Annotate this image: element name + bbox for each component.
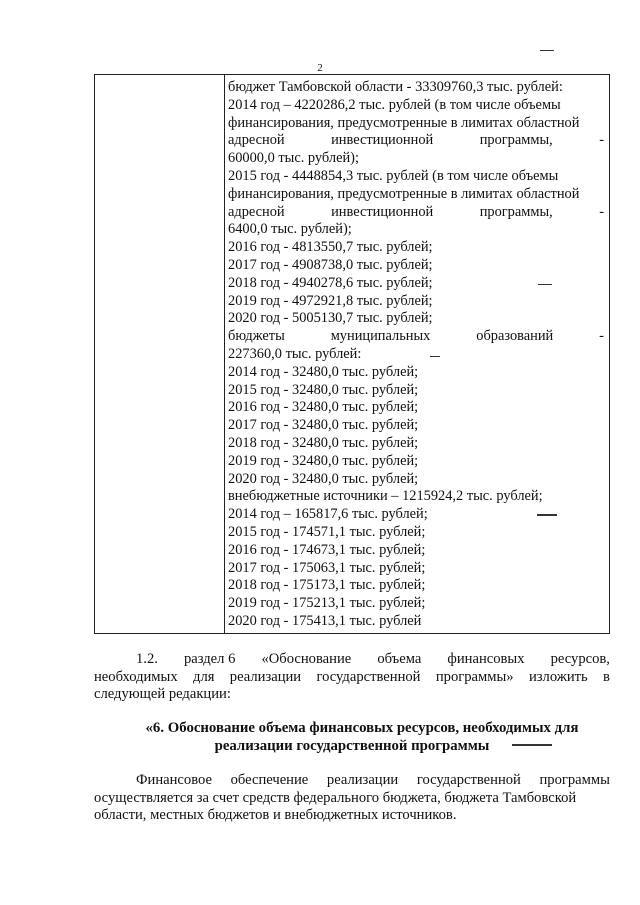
passport-table <box>94 74 610 634</box>
table-line: 60000,0 тыс. рублей); <box>228 150 359 167</box>
table-word: адресной <box>228 132 285 149</box>
table-line: 2014 год – 165817,6 тыс. рублей; <box>228 506 428 523</box>
item-word: раздел 6 <box>183 651 236 667</box>
body-paragraph-line-2: осуществляется за счет средств федерального бюджета, бюджета Тамбовской <box>94 789 577 806</box>
body-word: обеспечение <box>230 772 309 788</box>
item-word: изложить <box>528 668 588 685</box>
item-word: объема <box>377 651 422 667</box>
table-line: 2016 год - 4813550,7 тыс. рублей; <box>228 239 433 256</box>
table-line: 2018 год - 175173,1 тыс. рублей; <box>228 577 426 594</box>
body-word: реализации <box>326 772 399 788</box>
table-line: 2018 год - 32480,0 тыс. рублей; <box>228 434 419 451</box>
item-word: необходимых <box>94 668 178 685</box>
table-line: 6400,0 тыс. рублей); <box>228 221 352 238</box>
item-1-2-line-2 <box>94 669 610 687</box>
pen-mark <box>540 50 554 51</box>
item-word: 1.2. <box>136 651 158 667</box>
item-word: программы» <box>435 668 514 685</box>
body-paragraph-line-1 <box>94 772 610 790</box>
table-word: программы, <box>479 203 553 220</box>
table-line: 2015 год - 174571,1 тыс. рублей; <box>228 523 426 540</box>
body-word: государственной <box>416 772 521 788</box>
item-word: «Обоснование <box>261 651 352 667</box>
table-word: образований <box>476 328 554 345</box>
table-line: 2018 год - 4940278,6 тыс. рублей; <box>228 274 433 291</box>
section-6-heading-line-2: реализации государственной программы <box>214 738 490 754</box>
item-word: финансовых <box>447 651 525 667</box>
table-word: бюджеты <box>228 328 285 345</box>
table-line <box>228 328 604 346</box>
body-paragraph-line-3: области, местных бюджетов и внебюджетных источников. <box>94 807 457 823</box>
body-word: программы <box>539 772 610 788</box>
item-word: ресурсов, <box>550 651 610 667</box>
table-line: 227360,0 тыс. рублей: <box>228 345 362 362</box>
item-word: реализации <box>229 668 302 685</box>
table-line: 2014 год - 32480,0 тыс. рублей; <box>228 363 419 380</box>
table-line: 2016 год - 32480,0 тыс. рублей; <box>228 399 419 416</box>
table-word: инвестиционной <box>331 203 434 220</box>
table-word: программы, <box>479 132 553 149</box>
body-word: Финансовое <box>136 772 212 788</box>
table-line: 2014 год – 4220286,2 тыс. рублей (в том числе объемы <box>228 96 561 113</box>
item-1-2-line-3: следующей редакции: <box>94 686 231 702</box>
table-line: 2017 год - 4908738,0 тыс. рублей; <box>228 256 433 273</box>
table-word: - <box>599 132 604 149</box>
table-line: 2017 год - 175063,1 тыс. рублей; <box>228 559 426 576</box>
table-line <box>228 204 604 222</box>
table-word: - <box>599 328 604 345</box>
item-word: для <box>193 668 215 685</box>
table-line: 2016 год - 174673,1 тыс. рублей; <box>228 541 426 558</box>
table-line <box>228 132 604 150</box>
section-6-heading-line-1: «6. Обоснование объема финансовых ресурсов, необходимых для <box>145 720 579 736</box>
table-line: 2017 год - 32480,0 тыс. рублей; <box>228 417 419 434</box>
table-line: 2020 год - 5005130,7 тыс. рублей; <box>228 310 433 327</box>
body-paragraph <box>94 772 610 825</box>
table-line: финансирования, предусмотренные в лимитах областной <box>228 185 580 202</box>
table-word: - <box>599 203 604 220</box>
table-line: 2020 год - 32480,0 тыс. рублей; <box>228 470 419 487</box>
table-line: 2019 год - 4972921,8 тыс. рублей; <box>228 292 433 309</box>
table-line: 2015 год - 32480,0 тыс. рублей; <box>228 381 419 398</box>
table-line: финансирования, предусмотренные в лимитах областной <box>228 114 580 131</box>
table-line: 2019 год - 175213,1 тыс. рублей; <box>228 595 426 612</box>
table-line: 2020 год - 175413,1 тыс. рублей <box>228 612 422 629</box>
table-line: внебюджетные источники – 1215924,2 тыс. рублей; <box>228 488 543 505</box>
table-word: муниципальных <box>330 328 431 345</box>
funding-cell <box>228 79 604 631</box>
section-6-heading <box>94 719 610 755</box>
item-word: государственной <box>316 668 421 685</box>
table-line: 2019 год - 32480,0 тыс. рублей; <box>228 452 419 469</box>
table-word: инвестиционной <box>331 132 434 149</box>
table-line: бюджет Тамбовской области - 33309760,3 тыс. рублей: <box>228 79 563 95</box>
page-number: 2 <box>317 62 323 74</box>
table-word: адресной <box>228 203 285 220</box>
item-1-2-line-1 <box>94 651 610 669</box>
table-line: 2015 год - 4448854,3 тыс. рублей (в том числе объемы <box>228 167 559 184</box>
item-1-2-paragraph <box>94 651 610 704</box>
table-column-divider <box>224 75 225 633</box>
item-word: в <box>603 668 610 685</box>
